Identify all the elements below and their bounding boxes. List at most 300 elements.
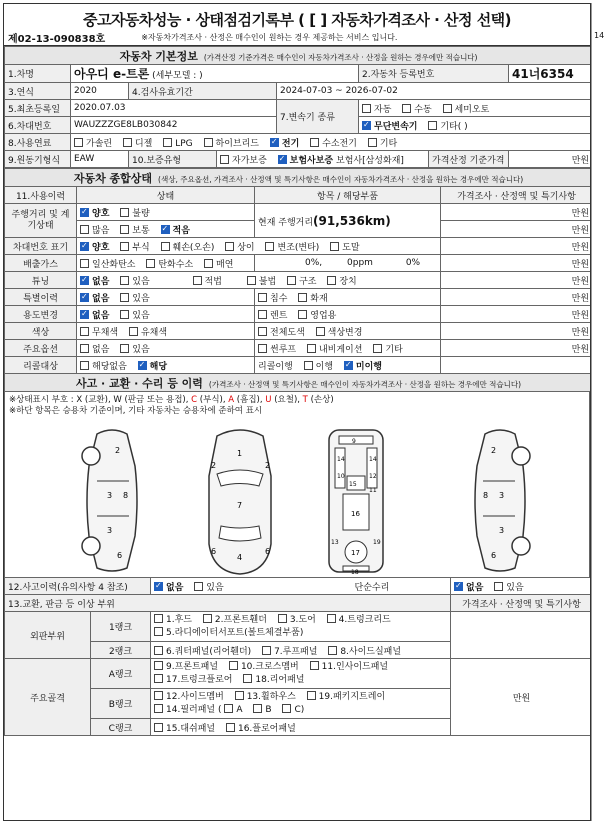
left-part-3a: 3 <box>107 491 113 500</box>
color-chromatic-label: 유채색 <box>140 327 168 338</box>
part-trunk-floor-checkbox[interactable] <box>154 674 163 683</box>
special-flood-checkbox[interactable] <box>258 293 267 302</box>
right-part-3a: 3 <box>499 491 505 500</box>
fuel-lpg-checkbox[interactable] <box>163 138 172 147</box>
accident-section-header <box>5 374 592 392</box>
year-label: 3.연식 <box>5 83 71 100</box>
frame-part-18: 18 <box>351 569 359 576</box>
status-section-note: (색상, 주요옵션, 가격조사 · 산정액 및 특기사항은 매수인이 자동차가격조사 · 산정을 원하는 경우에만 적습니다) <box>158 174 524 184</box>
legend-c-text: (부식), <box>197 395 229 405</box>
document-number: 제02-13-090838호 <box>8 34 106 45</box>
mileage-low-checkbox[interactable] <box>161 225 170 234</box>
accident-none-checkbox[interactable] <box>154 582 163 591</box>
emission-co-checkbox[interactable] <box>80 259 89 268</box>
part-floor-panel-label: 16.플로어패널 <box>237 723 296 734</box>
part-pillar-checkbox[interactable] <box>154 704 163 713</box>
part-front-panel-checkbox[interactable] <box>154 661 163 670</box>
part-trunk-lid-checkbox[interactable] <box>327 614 336 623</box>
vin-mark-options <box>77 238 441 255</box>
vin-mark-altered-label: 변조(변타) <box>277 242 320 253</box>
fuel-hydrogen-label: 수소전기 <box>322 138 357 149</box>
usage-yes-checkbox[interactable] <box>120 310 129 319</box>
fuel-electric-label: 전기 <box>281 138 300 149</box>
simple-yes-checkbox[interactable] <box>494 582 503 591</box>
fuel-lpg-label: LPG <box>175 138 193 149</box>
warranty-insurer-label: 보험사보증 <box>289 155 334 166</box>
tuning-price: 만원 <box>441 272 592 289</box>
simple-none-label: 없음 <box>466 582 484 593</box>
emission-label: 배출가스 <box>5 255 77 272</box>
tuning-yes-checkbox[interactable] <box>120 276 129 285</box>
usage-price: 만원 <box>441 306 592 323</box>
mileage-low-label: 적음 <box>172 225 190 236</box>
vin-mark-corrosion-label: 부식 <box>132 242 150 253</box>
tuning-none-checkbox[interactable] <box>80 276 89 285</box>
reg-no: 41너6354 <box>509 65 592 83</box>
car-left-side-view <box>77 426 147 576</box>
part-side-member-label: 12.사이드멤버 <box>166 691 224 702</box>
status-table <box>4 168 591 392</box>
special-none-checkbox[interactable] <box>80 293 89 302</box>
tuning-legal-checkbox[interactable] <box>193 276 202 285</box>
recall-notdone-label: 미이행 <box>355 361 383 372</box>
tuning-options <box>77 272 441 289</box>
car-top-view <box>201 426 279 576</box>
basic-section-title: 자동차 기본정보 <box>119 49 198 63</box>
recall-price <box>441 357 592 374</box>
main-option-label: 주요옵션 <box>5 340 77 357</box>
color-change-label: 색상변경 <box>327 327 363 338</box>
left-part-8: 8 <box>123 491 129 500</box>
emission-hc-label: 탄화수소 <box>158 259 194 270</box>
trans-auto-label: 자동 <box>374 104 392 115</box>
accident-none-label: 없음 <box>166 582 184 593</box>
frame-price: 만원 <box>451 659 591 736</box>
frame-part-14b: 14 <box>369 456 377 463</box>
part-roof-panel-label: 7.루프패널 <box>274 646 318 657</box>
part-hood-checkbox[interactable] <box>154 614 163 623</box>
usage-change-label: 용도변경 <box>5 306 77 323</box>
status-col-price: 가격조사 · 산정액 및 특기사항 <box>441 187 592 204</box>
color-label: 색상 <box>5 323 77 340</box>
frame-part-9: 9 <box>352 438 356 445</box>
mileage-normal-label: 보통 <box>132 225 150 236</box>
mileage-many-label: 많음 <box>92 225 110 236</box>
legend-line-1 <box>9 395 585 406</box>
simple-yes-label: 있음 <box>506 582 524 593</box>
exchange-label: 13.교환, 판금 등 이상 부위 <box>5 595 451 612</box>
color-achromatic-label: 무채색 <box>92 327 119 338</box>
legend-u: U <box>265 395 272 405</box>
part-front-panel-label: 9.프론트패널 <box>166 661 219 672</box>
frame-part-11: 11 <box>369 487 377 494</box>
left-part-2: 2 <box>115 446 121 455</box>
right-part-2: 2 <box>491 446 497 455</box>
usage-items <box>255 306 441 323</box>
recall-item-label: 리콜이행 <box>258 361 293 372</box>
status-section-title: 자동차 종합상태 <box>73 171 153 185</box>
trans-semi-checkbox[interactable] <box>443 104 452 113</box>
rank1-label: 1랭크 <box>91 612 151 642</box>
part-floor-panel-checkbox[interactable] <box>226 723 235 732</box>
car-right-side-view <box>465 426 535 576</box>
emission-smoke-value: 0% <box>405 258 421 268</box>
part-wheel-house-checkbox[interactable] <box>235 691 244 700</box>
frame-part-14a: 14 <box>337 456 345 463</box>
part-pillar-label: 14.필러패널 ( <box>166 704 222 715</box>
recall-label: 리콜대상 <box>5 357 77 374</box>
rank2-label: 2랭크 <box>91 642 151 659</box>
pillar-b-checkbox[interactable] <box>253 704 262 713</box>
special-fire-label: 화재 <box>310 293 328 304</box>
left-part-6: 6 <box>117 551 123 560</box>
fuel-diesel-checkbox[interactable] <box>123 138 132 147</box>
fuel-label: 8.사용연료 <box>5 134 71 151</box>
usage-rent-checkbox[interactable] <box>258 310 267 319</box>
fuel-options <box>71 134 592 151</box>
warranty-insurer-checkbox[interactable] <box>278 155 287 164</box>
part-side-member-checkbox[interactable] <box>154 691 163 700</box>
usage-commercial-checkbox[interactable] <box>298 310 307 319</box>
part-wheel-house-label: 13.휠하우스 <box>246 691 296 702</box>
part-radiator-support-label: 5.라디에이터서포트(볼트체결부품) <box>166 627 304 638</box>
recall-notdone-checkbox[interactable] <box>344 361 353 370</box>
legend-a: A <box>228 395 235 405</box>
warranty-self-checkbox[interactable] <box>220 155 229 164</box>
warranty-options <box>217 151 429 168</box>
tuning-illegal-checkbox[interactable] <box>247 276 256 285</box>
option-sunroof-label: 썬루프 <box>270 344 297 355</box>
outer-panel-label: 외판부위 <box>5 612 91 659</box>
tuning-none-label: 없음 <box>92 276 110 287</box>
special-yes-label: 있음 <box>132 293 150 304</box>
status-section-header <box>5 169 592 187</box>
warranty-self-label: 자가보증 <box>232 155 267 166</box>
part-hood-label: 1.후드 <box>166 614 192 625</box>
recall-applicable-label: 해당 <box>149 361 168 372</box>
special-yes-checkbox[interactable] <box>120 293 129 302</box>
option-other-checkbox[interactable] <box>373 344 382 353</box>
vin-mark-label: 차대번호 표기 <box>5 238 77 255</box>
mileage-many-checkbox[interactable] <box>80 225 89 234</box>
fuel-hybrid-label: 하이브리드 <box>215 138 260 149</box>
legend-line-2: ※하단 항목은 승용차 기준이며, 기타 자동차는 승용차에 준하여 표시 <box>9 406 263 416</box>
rank1-items <box>151 612 451 642</box>
part-front-fender-checkbox[interactable] <box>203 614 212 623</box>
fuel-gasoline-checkbox[interactable] <box>74 138 83 147</box>
tuning-illegal-label: 불법 <box>258 276 277 287</box>
inspect-period: 2024-07-03 ~ 2026-07-02 <box>277 83 592 100</box>
color-full-paint-checkbox[interactable] <box>258 327 267 336</box>
emission-hc-value: 0ppm <box>347 258 373 268</box>
trans-manual-checkbox[interactable] <box>402 104 411 113</box>
fuel-other-checkbox[interactable] <box>368 138 377 147</box>
trans-cvt-label: 무단변속기 <box>374 121 418 132</box>
rankC-label: C랭크 <box>91 719 151 736</box>
vin-mark-smeared-label: 도말 <box>342 242 360 253</box>
emission-price: 만원 <box>441 255 592 272</box>
car-name-cell <box>71 65 359 83</box>
usage-rent-label: 렌트 <box>270 310 288 321</box>
trans-manual-label: 수동 <box>414 104 432 115</box>
emission-options <box>77 255 255 272</box>
transmission-row2 <box>359 117 592 134</box>
mileage-text: 현재 주행거리 <box>258 217 314 228</box>
option-navigation-checkbox[interactable] <box>307 344 316 353</box>
fuel-electric-checkbox[interactable] <box>270 138 279 147</box>
pillar-c-label: C) <box>294 704 305 715</box>
vin-mark-different-label: 상이 <box>237 242 255 253</box>
emission-co-value: 0%, <box>305 258 323 268</box>
tuning-device-checkbox[interactable] <box>327 276 336 285</box>
legend-a-text: (흠집), <box>234 395 266 405</box>
part-package-tray-label: 19.패키지트레이 <box>318 691 386 702</box>
vin-mark-good-checkbox[interactable] <box>80 242 89 251</box>
legend-xw: ※상태표시 부호 : X (교환), W (판금 또는 용접), <box>9 395 192 405</box>
exchange-table <box>4 577 591 736</box>
vin-mark-good-label: 양호 <box>92 242 110 253</box>
accident-yes-checkbox[interactable] <box>194 582 203 591</box>
mileage-condition <box>77 204 255 221</box>
basic-section-note: (가격산정 기준가격은 매수인이 자동차가격조사 · 산정을 원하는 경우에만 적습니다) <box>203 52 478 62</box>
right-part-6: 6 <box>491 551 497 560</box>
frame-part-17: 17 <box>351 549 360 557</box>
reg-no-label: 2.자동차 등록번호 <box>359 65 509 83</box>
side-number: 14 <box>594 31 604 40</box>
emission-hc-checkbox[interactable] <box>146 259 155 268</box>
transmission-label: 7.변속기 종류 <box>277 100 359 134</box>
part-rear-panel-checkbox[interactable] <box>243 674 252 683</box>
accident-section-title: 사고 · 교환 · 수리 등 이력 <box>75 376 203 390</box>
vin-mark-price: 만원 <box>441 238 592 255</box>
part-package-tray-checkbox[interactable] <box>307 691 316 700</box>
part-dash-panel-checkbox[interactable] <box>154 723 163 732</box>
transmission-row1 <box>359 100 592 117</box>
mileage-amount <box>77 221 255 238</box>
trans-semi-label: 세미오토 <box>454 104 490 115</box>
tuning-structure-label: 구조 <box>299 276 317 287</box>
mileage-value: (91,536km) <box>313 213 391 228</box>
recall-applicable-checkbox[interactable] <box>138 361 147 370</box>
fuel-hybrid-checkbox[interactable] <box>204 138 213 147</box>
rankB-items <box>151 689 451 719</box>
accident-history-options <box>151 578 451 595</box>
simple-none-checkbox[interactable] <box>454 582 463 591</box>
mileage-good-checkbox[interactable] <box>80 208 89 217</box>
color-price: 만원 <box>441 323 592 340</box>
fuel-diesel-label: 디젤 <box>134 138 153 149</box>
fuel-other-label: 기타 <box>379 138 398 149</box>
status-col-state: 상태 <box>77 187 255 204</box>
option-navigation-label: 내비게이션 <box>318 344 363 355</box>
first-reg: 2020.07.03 <box>71 100 277 117</box>
accident-history-label: 12.사고이력(유의사항 4 참조) <box>5 578 151 595</box>
trans-cvt-checkbox[interactable] <box>362 121 371 130</box>
top-part-1: 1 <box>237 449 243 458</box>
top-part-6a: 6 <box>211 547 217 556</box>
document-title: 중고자동차성능 · 상태점검기록부 ( [ ] 자동차가격조사 · 산정 선택) <box>82 11 512 29</box>
diagram-legend <box>5 392 589 420</box>
mileage-good-label: 양호 <box>92 208 110 219</box>
part-rear-panel-label: 18.리어패널 <box>255 674 305 685</box>
basic-section-header <box>5 47 592 65</box>
status-col-usage: 11.사용이력 <box>5 187 77 204</box>
car-name-label: 1.차명 <box>5 65 71 83</box>
part-trunk-lid-label: 4.트렁크리드 <box>338 614 391 625</box>
right-part-8: 8 <box>483 491 489 500</box>
color-options <box>77 323 255 340</box>
special-price: 만원 <box>441 289 592 306</box>
special-none-label: 없음 <box>92 293 110 304</box>
simple-repair-label: 단순수리 <box>354 582 390 593</box>
pillar-a-label: A <box>236 704 243 715</box>
special-flood-label: 침수 <box>270 293 288 304</box>
vin-mark-damage-checkbox[interactable] <box>161 242 170 251</box>
recall-items <box>255 357 441 374</box>
color-items <box>255 323 441 340</box>
mileage-bad-checkbox[interactable] <box>120 208 129 217</box>
left-part-3b: 3 <box>107 526 113 535</box>
basic-info-table <box>4 46 591 168</box>
rankC-items <box>151 719 451 736</box>
warranty-insurer-name: 보험사[삼성화재] <box>336 155 404 166</box>
vin: WAUZZZGE8LB030842 <box>71 117 277 134</box>
part-front-fender-label: 2.프론트휀더 <box>214 614 267 625</box>
emission-smoke-checkbox[interactable] <box>204 259 213 268</box>
main-option-options <box>77 340 255 357</box>
recall-done-label: 이행 <box>315 361 334 372</box>
frame-part-12: 12 <box>369 473 377 480</box>
emission-values <box>255 255 441 272</box>
frame-part-15: 15 <box>349 481 357 488</box>
legend-c: C <box>191 395 198 405</box>
accident-yes-label: 있음 <box>206 582 224 593</box>
legend-t-text: (손상) <box>307 395 334 405</box>
part-door-checkbox[interactable] <box>278 614 287 623</box>
part-cross-member-checkbox[interactable] <box>229 661 238 670</box>
part-door-label: 3.도어 <box>289 614 316 625</box>
top-part-2b: 2 <box>265 461 271 470</box>
recall-options <box>77 357 255 374</box>
accident-diagram <box>4 392 590 577</box>
car-frame-view <box>323 426 389 576</box>
part-roof-panel-checkbox[interactable] <box>262 646 271 655</box>
option-other-label: 기타 <box>385 344 403 355</box>
part-cross-member-label: 10.크로스멤버 <box>240 661 299 672</box>
emission-co-label: 일산화탄소 <box>92 259 136 270</box>
part-quarter-panel-label: 6.쿼터패널(리어휀더) <box>166 646 252 657</box>
mileage-price-1: 만원 <box>441 204 592 221</box>
special-options <box>77 289 255 306</box>
part-inside-panel-checkbox[interactable] <box>310 661 319 670</box>
option-price: 만원 <box>441 340 592 357</box>
part-quarter-panel-checkbox[interactable] <box>154 646 163 655</box>
tuning-structure-checkbox[interactable] <box>287 276 296 285</box>
option-yes-checkbox[interactable] <box>120 344 129 353</box>
option-none-checkbox[interactable] <box>80 344 89 353</box>
vin-mark-different-checkbox[interactable] <box>225 242 234 251</box>
recall-na-checkbox[interactable] <box>80 361 89 370</box>
document-note: ※자동차가격조사 · 산정은 매수인이 원하는 경우 제공하는 서비스 입니다. <box>141 33 398 42</box>
document-number-row <box>4 30 590 46</box>
legend-t: T <box>302 395 308 405</box>
special-label: 특별이력 <box>5 289 77 306</box>
color-chromatic-checkbox[interactable] <box>129 327 138 336</box>
price-base-unit: 만원 <box>509 151 592 168</box>
emission-smoke-label: 매연 <box>216 259 234 270</box>
rankB-label: B랭크 <box>91 689 151 719</box>
vin-mark-smeared-checkbox[interactable] <box>330 242 339 251</box>
main-option-items <box>255 340 441 357</box>
usage-none-checkbox[interactable] <box>80 310 89 319</box>
year: 2020 <box>71 83 129 100</box>
warranty-label: 10.보증유형 <box>129 151 217 168</box>
tuning-yes-label: 있음 <box>132 276 150 287</box>
option-none-label: 없음 <box>92 344 110 355</box>
tuning-label: 튜닝 <box>5 272 77 289</box>
top-part-7: 7 <box>237 501 243 510</box>
trans-other-label: 기타( ) <box>440 121 468 132</box>
color-achromatic-checkbox[interactable] <box>80 327 89 336</box>
trans-other-checkbox[interactable] <box>428 121 437 130</box>
mileage-normal-checkbox[interactable] <box>120 225 129 234</box>
special-items <box>255 289 441 306</box>
pillar-c-checkbox[interactable] <box>282 704 291 713</box>
rankA-items <box>151 659 451 689</box>
rank2-items <box>151 642 451 659</box>
trans-auto-checkbox[interactable] <box>362 104 371 113</box>
fuel-hydrogen-checkbox[interactable] <box>310 138 319 147</box>
vin-mark-altered-checkbox[interactable] <box>265 242 274 251</box>
part-side-sill-checkbox[interactable] <box>328 646 337 655</box>
usage-yes-label: 있음 <box>132 310 150 321</box>
part-side-sill-label: 8.사이드실패널 <box>340 646 402 657</box>
frame-part-13: 13 <box>331 539 339 546</box>
special-fire-checkbox[interactable] <box>298 293 307 302</box>
exchange-price-label: 가격조사 · 산정액 및 특기사항 <box>451 595 591 612</box>
top-part-4: 4 <box>237 553 243 562</box>
mileage-label: 주행거리 및 계기상태 <box>5 204 77 238</box>
frame-part-16: 16 <box>351 510 360 518</box>
pillar-b-label: B <box>265 704 272 715</box>
vin-mark-corrosion-checkbox[interactable] <box>120 242 129 251</box>
right-margin-strip <box>591 3 604 821</box>
outer-price <box>451 612 591 659</box>
frame-part-10: 10 <box>337 473 345 480</box>
first-reg-label: 5.최초등록일 <box>5 100 71 117</box>
mileage-price-2: 만원 <box>441 221 592 238</box>
frame-part-19: 19 <box>373 539 381 546</box>
part-radiator-support-checkbox[interactable] <box>154 627 163 636</box>
car-name: 아우디 e-트론 <box>74 67 150 81</box>
legend-u-text: (요철), <box>271 395 303 405</box>
car-name-note: (세부모델 : ) <box>152 71 203 81</box>
option-sunroof-checkbox[interactable] <box>258 344 267 353</box>
status-col-items: 항목 / 해당부품 <box>255 187 441 204</box>
color-change-checkbox[interactable] <box>316 327 325 336</box>
motor: EAW <box>71 151 129 168</box>
rankA-label: A랭크 <box>91 659 151 689</box>
pillar-a-checkbox[interactable] <box>224 704 233 713</box>
inspection-record <box>3 3 591 821</box>
right-part-3b: 3 <box>499 526 505 535</box>
mileage-value-cell <box>255 204 441 238</box>
recall-done-checkbox[interactable] <box>304 361 313 370</box>
usage-commercial-label: 영업용 <box>310 310 337 321</box>
usage-options <box>77 306 255 323</box>
tuning-legal-label: 적법 <box>204 276 222 287</box>
top-part-6b: 6 <box>265 547 271 556</box>
